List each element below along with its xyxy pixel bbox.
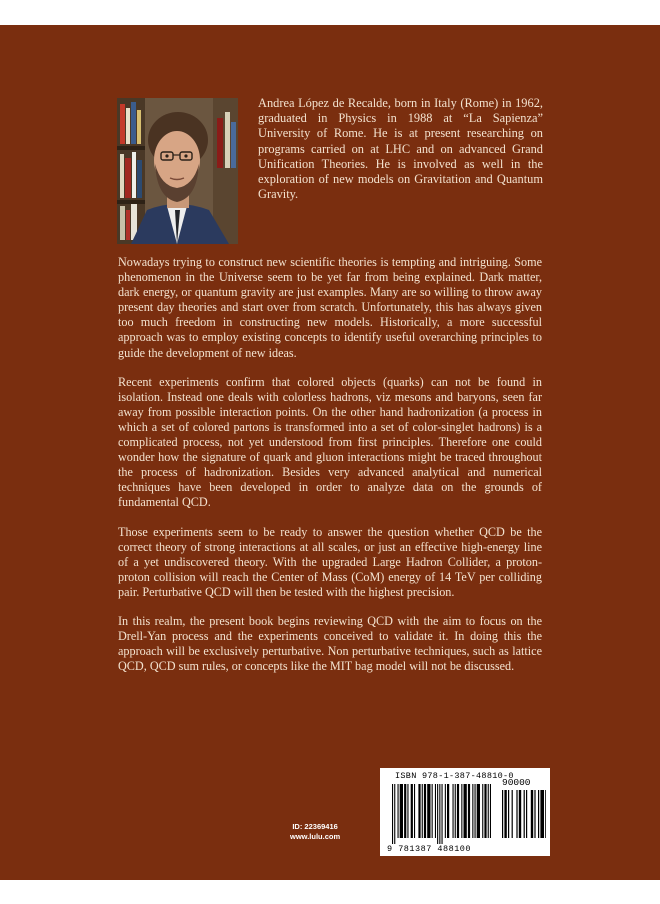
barcode-bar xyxy=(477,784,480,838)
barcode-bar xyxy=(516,790,517,838)
barcode-bar xyxy=(447,784,449,838)
barcode-bar xyxy=(418,784,420,838)
barcode-bar xyxy=(524,790,525,838)
barcode-bar xyxy=(404,784,406,838)
barcode-bar xyxy=(457,784,459,838)
barcode-bar xyxy=(394,784,395,844)
barcode-bar xyxy=(445,784,446,838)
barcode-bar xyxy=(540,790,544,838)
description-paragraph: Nowadays trying to construct new scientific theories is tempting and intriguing. Some phenomenon in the Universe seem to be yet far from being explained. Dark matter, dark energy, or quantum gravity are just examples. Many are so willing to throw away present day theories and start over from scratch. Unfortunately, this has always given too much freedom in constructing new models. Historically, a more successful approach was to employ existing concepts to identify useful overarching principles to guide the development of new ideas. xyxy=(118,255,542,360)
barcode-bar xyxy=(512,790,513,838)
publisher-id: ID: 22369416 xyxy=(292,822,338,831)
ean-barcode-bars xyxy=(392,784,496,844)
barcode-bar xyxy=(545,790,546,838)
barcode-bar xyxy=(424,784,426,838)
barcode-bar xyxy=(502,790,503,838)
publisher-url: www.lulu.com xyxy=(290,831,341,841)
barcode-bar xyxy=(508,790,509,838)
barcode-bar xyxy=(534,790,535,838)
author-photo xyxy=(117,98,238,244)
barcode-bar xyxy=(437,784,438,844)
barcode-bar xyxy=(432,784,433,838)
barcode-bar xyxy=(484,784,486,838)
barcode-bar xyxy=(464,784,467,838)
barcode-bar xyxy=(490,784,491,838)
barcode-bar xyxy=(414,784,415,838)
description-paragraph: Recent experiments confirm that colored objects (quarks) can not be found in isolation. Instead one deals with colorless hadrons, viz mesons and baryons, seen far away from possible interaction points. On the other hand hadronization (a process in which a set of colored partons is transformed into a set of color-singlet hadrons) is a complicated process, not yet understood from first principles. Therefore one could wonder how the signature of quark and gluon interactions might be traced throughout the process of hadronization. Besides very advanced analytical and numerical techniques have been developed in order to analyze data on the grounds of fundamental QCD. xyxy=(118,374,542,510)
barcode-bar xyxy=(427,784,430,838)
barcode-bar xyxy=(392,784,393,844)
book-description xyxy=(118,255,542,688)
barcode-bar xyxy=(488,784,489,838)
author-bio: Andrea López de Recalde, born in Italy (Rome) in 1962, graduated in Physics in 1988 at “La Sapienza” University of Rome. He is at present researching on programs carried on at LHC and on advanced Grand Unification Theories. He is involved as well in the exploration of new models on Gravitation and Quantum Gravity. xyxy=(258,96,543,202)
barcode-bar xyxy=(519,790,521,838)
barcode-bar xyxy=(400,784,403,838)
barcode-bar xyxy=(461,784,462,838)
price-code: 90000 xyxy=(502,777,531,788)
barcode-bar xyxy=(531,790,533,838)
barcode-bar xyxy=(442,784,443,844)
author-portrait-image xyxy=(117,98,238,244)
barcode-bar xyxy=(439,784,440,844)
barcode-bar xyxy=(455,784,456,838)
barcode-bar xyxy=(538,790,539,838)
back-cover xyxy=(0,25,660,880)
barcode-bar xyxy=(398,784,399,838)
addon-barcode-bars xyxy=(502,790,546,844)
barcode-bar xyxy=(422,784,423,838)
barcode-bar xyxy=(482,784,483,838)
isbn-label: ISBN 978-1-387-48810-0 xyxy=(395,771,514,781)
barcode-bar xyxy=(526,790,527,838)
barcode-bar xyxy=(504,790,506,838)
barcode-bar xyxy=(407,784,408,838)
publisher-info xyxy=(290,822,340,841)
barcode-bar xyxy=(435,784,436,838)
barcode-bar xyxy=(472,784,473,838)
barcode-bar xyxy=(411,784,413,838)
description-paragraph: Those experiments seem to be ready to answer the question whether QCD be the correct theory of strong interactions at all scales, or just an effective high-energy line of a yet undiscovered theory. With the upgraded Large Hadron Collider, a proton-proton collision will reach the Center of Mass (CoM) energy of 14 TeV per colliding pair. Perturbative QCD will then be tested with the highest precision. xyxy=(118,524,542,599)
barcode-bar xyxy=(453,784,454,838)
isbn-barcode xyxy=(380,768,550,856)
description-paragraph: In this realm, the present book begins reviewing QCD with the aim to focus on the Drell-Yan process and the experiments conceived to validate it. In doing this the approach will be exclusively perturbative. Non perturbative techniques, such as lattice QCD, QCD sum rules, or concepts like the MIT bag model will not be discussed. xyxy=(118,613,542,674)
ean-digits: 9 781387 488100 xyxy=(387,844,472,854)
barcode-bar xyxy=(468,784,470,838)
barcode-bar xyxy=(475,784,476,838)
